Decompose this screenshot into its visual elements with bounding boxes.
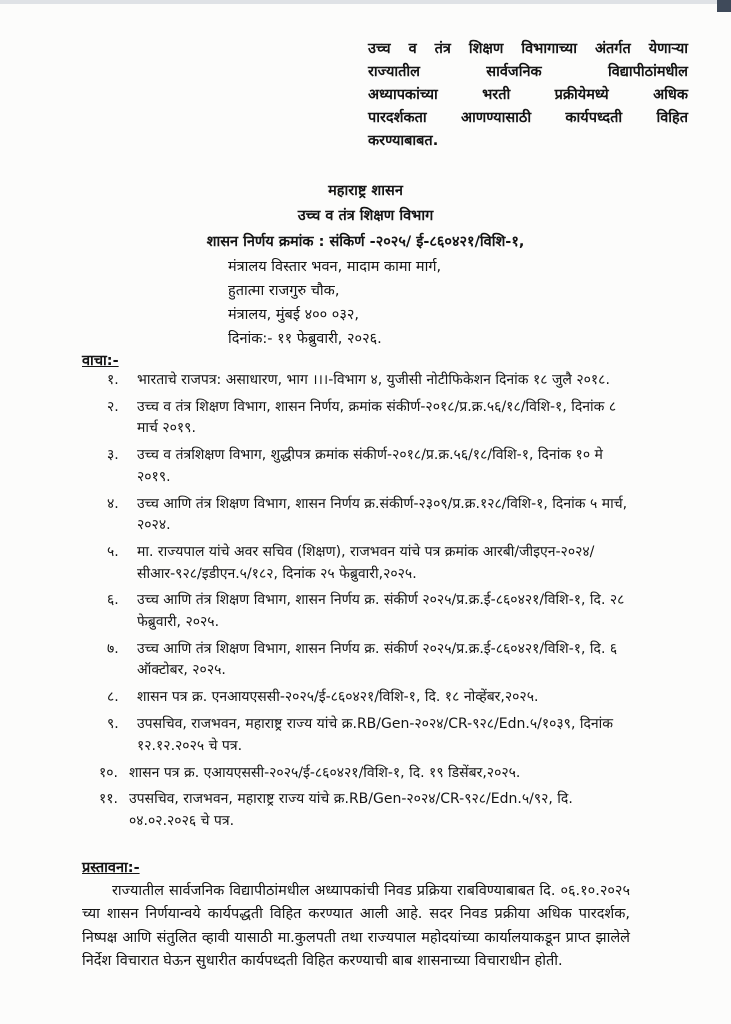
reference-number: ७. <box>107 640 119 657</box>
corner-badge <box>717 0 731 12</box>
references-heading: वाचा:- <box>82 353 119 369</box>
reference-text: उपसचिव, राजभवन, महाराष्ट्र राज्य यांचे क्र.RB/Gen-२०२४/CR-९२८/Edn.५/१०३९, दिनांक १२.१२.२०२५ चे पत्र. <box>137 716 614 754</box>
reference-number: ९. <box>107 716 119 733</box>
reference-item <box>0 714 731 757</box>
government-name: महाराष्ट्र शासन <box>328 183 403 199</box>
date-line: दिनांक:- ११ फेब्रुवारी, २०२६. <box>228 331 382 347</box>
subject-block <box>368 38 688 153</box>
reference-item <box>0 590 731 633</box>
reference-text: शासन पत्र क्र. एनआयएससी-२०२५/ई-८६०४२१/विशि-१, दि. १८ नोव्हेंबर,२०२५. <box>137 689 539 706</box>
reference-item <box>0 445 731 488</box>
department-name: उच्च व तंत्र शिक्षण विभाग <box>297 208 434 224</box>
reference-number: ८. <box>107 689 119 706</box>
reference-number: ४. <box>107 495 119 512</box>
reference-number: ११. <box>99 791 119 808</box>
top-edge-bar <box>0 0 731 4</box>
subject-line: राज्यातील सार्वजनिक विद्यापीठांमधील <box>368 64 688 80</box>
address-line: हुतात्मा राजगुरु चौक, <box>228 283 340 299</box>
reference-number: ३. <box>107 447 119 464</box>
reference-item <box>0 370 731 392</box>
reference-number: २. <box>107 398 119 415</box>
preamble-heading: प्रस्तावना:- <box>82 860 140 876</box>
address-line: मंत्रालय, मुंबई ४०० ०३२, <box>228 307 360 323</box>
subject-line: उच्च व तंत्र शिक्षण विभागाच्या अंतर्गत येणाऱ्या <box>368 41 688 57</box>
reference-item <box>0 639 731 682</box>
reference-text: उच्च आणि तंत्र शिक्षण विभाग, शासन निर्णय क्र. संकीर्ण २०२५/प्र.क्र.ई-८६०४२१/विशि-१, दि. २८ फेब्रुवारी, २०२५. <box>137 592 625 630</box>
reference-item <box>0 763 731 785</box>
subject-line: पारदर्शकता आणण्यासाठी कार्यपध्दती विहित <box>368 110 688 126</box>
reference-text: उच्च आणि तंत्र शिक्षण विभाग, शासन निर्णय क्र. संकीर्ण २०२५/प्र.क्र.ई-८६०४२१/विशि-१, दि. ६ ऑक्टोबर, २०२५. <box>137 640 618 679</box>
reference-text: उच्च आणि तंत्र शिक्षण विभाग, शासन निर्णय क्र.संकीर्ण-२३०९/प्र.क्र.१२८/विशि-१, दिनांक ५ मार्च, २०२४. <box>137 495 628 534</box>
reference-item <box>0 789 731 832</box>
reference-item <box>0 687 731 709</box>
reference-text: मा. राज्यपाल यांचे अवर सचिव (शिक्षण), राजभवन यांचे पत्र क्रमांक आरबी/जीइएन-२०२४/सीआर-९२८/इडीएन.५/१८२, दिनांक २५ फेब्रुवारी,२०२५. <box>137 544 595 582</box>
reference-number: १. <box>107 372 119 388</box>
subject-line: करण्याबाबत. <box>368 133 439 149</box>
reference-item <box>0 542 731 585</box>
reference-item <box>0 494 731 537</box>
reference-text: उच्च व तंत्रशिक्षण विभाग, शुद्धीपत्र क्रमांक संकीर्ण-२०१८/प्र.क्र.५६/१८/विशि-१, दिनांक १० मे २०१९. <box>137 447 603 485</box>
reference-number: १०. <box>99 764 119 781</box>
address-line: मंत्रालय विस्तार भवन, मादाम कामा मार्ग, <box>228 259 442 275</box>
subject-line: अध्यापकांच्या भरती प्रक्रीयेमध्ये अधिक <box>368 87 688 103</box>
reference-text: उपसचिव, राजभवन, महाराष्ट्र राज्य यांचे क्र.RB/Gen-२०२४/CR-९२८/Edn.५/९२, दि. ०४.०२.२०२६ चे पत्र. <box>129 791 573 829</box>
reference-text: भारताचे राजपत्र: असाधारण, भाग ।।।-विभाग ४, युजीसी नोटीफिकेशन दिनांक १८ जुलै २०१८. <box>137 372 610 388</box>
reference-number: ५. <box>107 544 119 561</box>
reference-item <box>0 397 731 440</box>
reference-text: शासन पत्र क्र. एआयएससी-२०२५/ई-८६०४२१/विशि-१, दि. १९ डिसेंबर,२०२५. <box>129 764 521 781</box>
preamble-paragraph: राज्यातील सार्वजनिक विद्यापीठांमधील अध्यापकांची निवड प्रक्रिया राबविण्याबाबत दि. ०६.१०.२०२५ च्या शासन निर्णयान्वये कार्यपद्धती विहित करण्यात आली आहे. सदर निवड प्रक्रीया अधिक पारदर्शक, निष्पक्ष आणि संतुलित व्हावी यासाठी मा.कुलपती तथा राज्यपाल महोदयांच्या कार्यालयाकडून प्राप्त झालेले निर्देश विचारात घेऊन सुधारीत कार्यपध्दती विहित करण्याची बाब शासनाच्या विचाराधीन होती. <box>82 883 630 970</box>
reference-number: ६. <box>107 592 119 609</box>
gr-number: शासन निर्णय क्रमांक : संकिर्ण -२०२५/ ई-८६०४२१/विशि-१, <box>206 234 525 250</box>
reference-text: उच्च व तंत्र शिक्षण विभाग, शासन निर्णय, क्रमांक संकीर्ण-२०१८/प्र.क्र.५६/१८/विशि-१, दिनांक ८ मार्च २०१९. <box>137 398 617 437</box>
references-list <box>0 370 731 838</box>
